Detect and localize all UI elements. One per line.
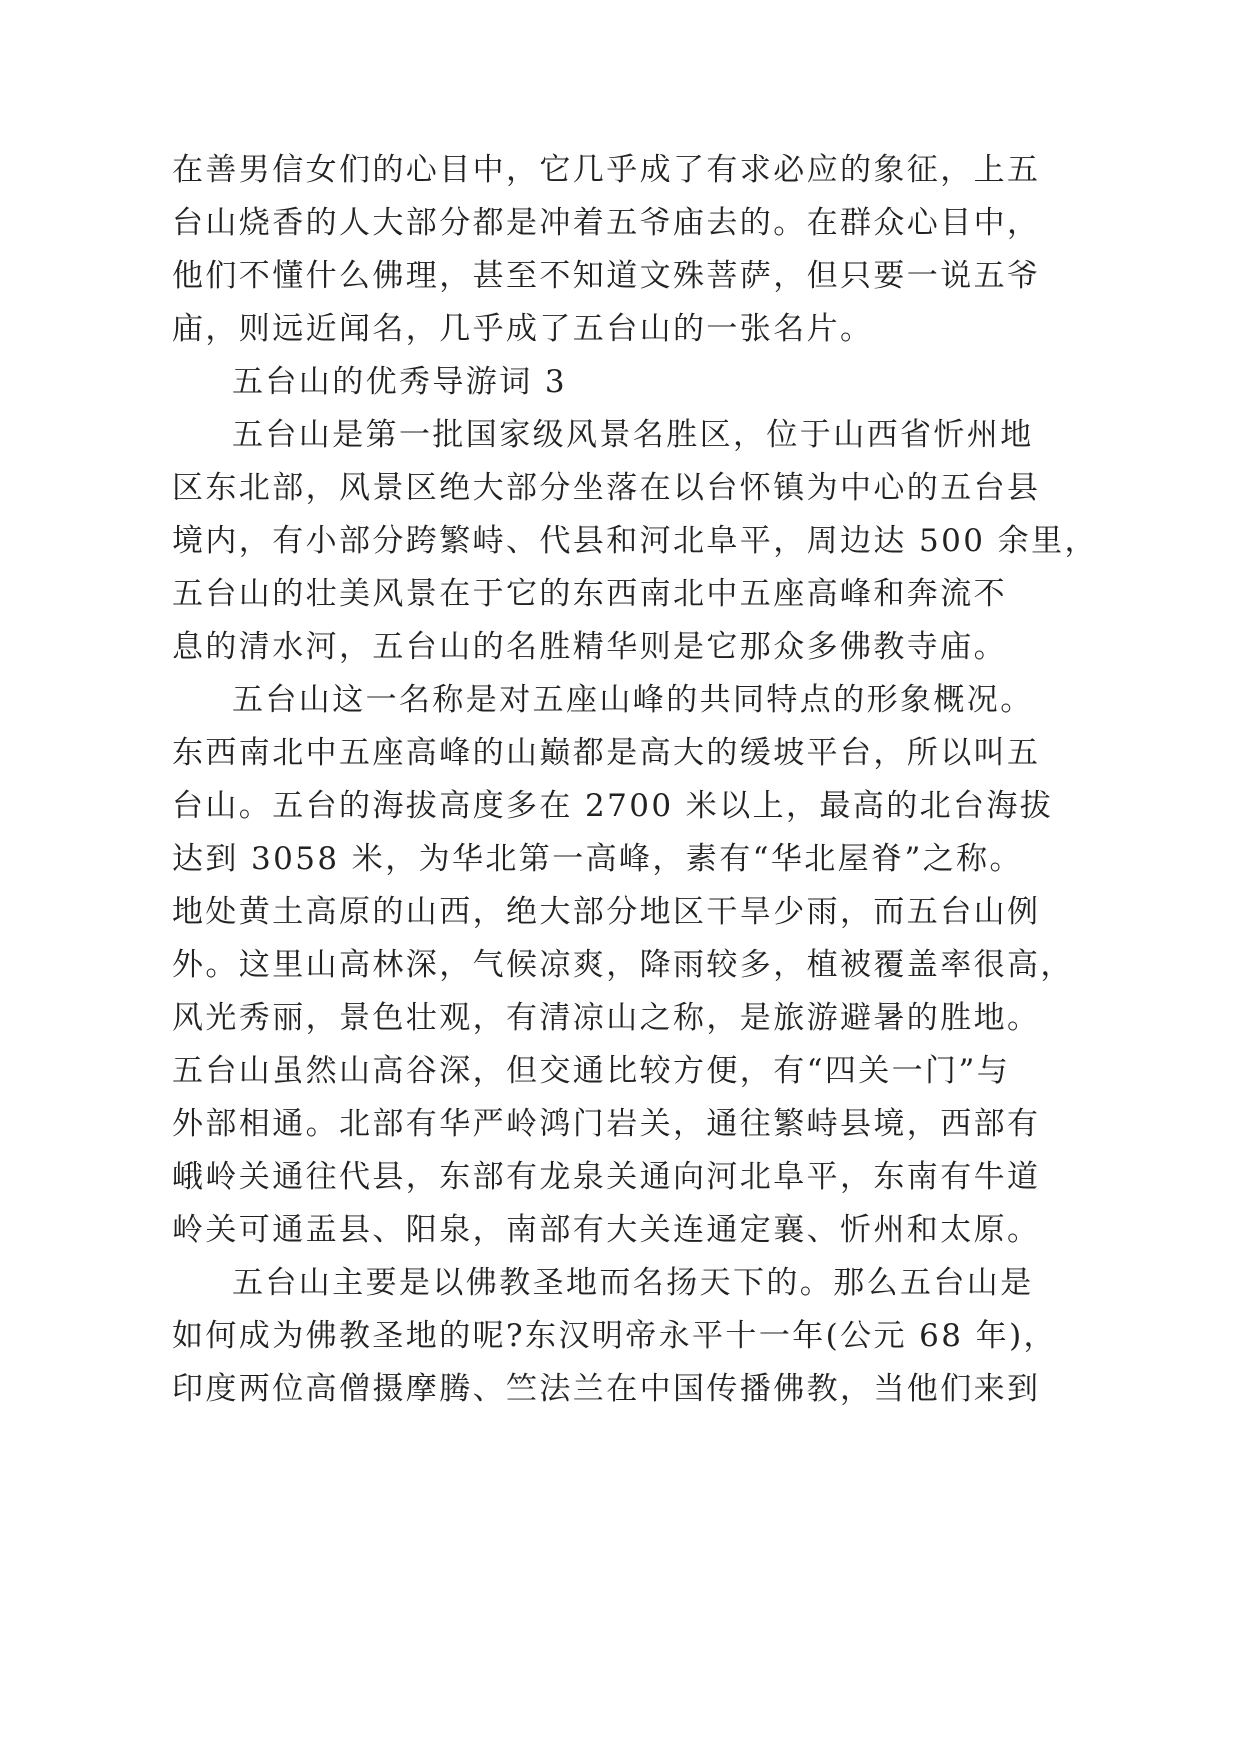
text-line: 外。这里山高林深，气候凉爽，降雨较多，植被覆盖率很高，	[172, 947, 1074, 983]
text-line: 区东北部，风景区绝大部分坐落在以台怀镇为中心的五台县	[172, 470, 1041, 506]
text-line: 五台山虽然山高谷深，但交通比较方便，有“四关一门”与	[172, 1053, 1011, 1089]
text-line: 五台山主要是以佛教圣地而名扬天下的。那么五台山是	[232, 1265, 1034, 1301]
text-line: 印度两位高僧摄摩腾、竺法兰在中国传播佛教，当他们来到	[172, 1371, 1041, 1407]
text-line: 达到 3058 米，为华北第一高峰，素有“华北屋脊”之称。	[172, 841, 1023, 877]
text-line: 庙，则远近闻名，几乎成了五台山的一张名片。	[172, 311, 874, 347]
text-line: 风光秀丽，景色壮观，有清凉山之称，是旅游避暑的胜地。	[172, 1000, 1041, 1036]
text-line: 东西南北中五座高峰的山巅都是高大的缓坡平台，所以叫五	[172, 735, 1041, 771]
text-line: 五台山是第一批国家级风景名胜区，位于山西省忻州地	[232, 417, 1034, 453]
text-line: 外部相通。北部有华严岭鸿门岩关，通往繁峙县境，西部有	[172, 1106, 1041, 1142]
text-line: 台山烧香的人大部分都是冲着五爷庙去的。在群众心目中，	[172, 205, 1041, 241]
text-line: 如何成为佛教圣地的呢?东汉明帝永平十一年(公元 68 年)，	[172, 1318, 1057, 1354]
text-line: 五台山这一名称是对五座山峰的共同特点的形象概况。	[232, 682, 1034, 718]
section-heading: 五台山的优秀导游词 3	[232, 364, 567, 400]
text-line: 境内，有小部分跨繁峙、代县和河北阜平，周边达 500 余里，	[172, 523, 1098, 559]
text-line: 息的清水河，五台山的名胜精华则是它那众多佛教寺庙。	[172, 629, 1007, 665]
text-line: 地处黄土高原的山西，绝大部分地区干旱少雨，而五台山例	[172, 894, 1041, 930]
text-line: 在善男信女们的心目中，它几乎成了有求必应的象征，上五	[172, 152, 1041, 188]
text-line: 他们不懂什么佛理，甚至不知道文殊菩萨，但只要一说五爷	[172, 258, 1041, 294]
text-line: 台山。五台的海拔高度多在 2700 米以上，最高的北台海拔	[172, 788, 1054, 824]
text-line: 岭关可通盂县、阳泉，南部有大关连通定襄、忻州和太原。	[172, 1212, 1041, 1248]
text-line: 五台山的壮美风景在于它的东西南北中五座高峰和奔流不	[172, 576, 1007, 612]
text-line: 峨岭关通往代县，东部有龙泉关通向河北阜平，东南有牛道	[172, 1159, 1041, 1195]
